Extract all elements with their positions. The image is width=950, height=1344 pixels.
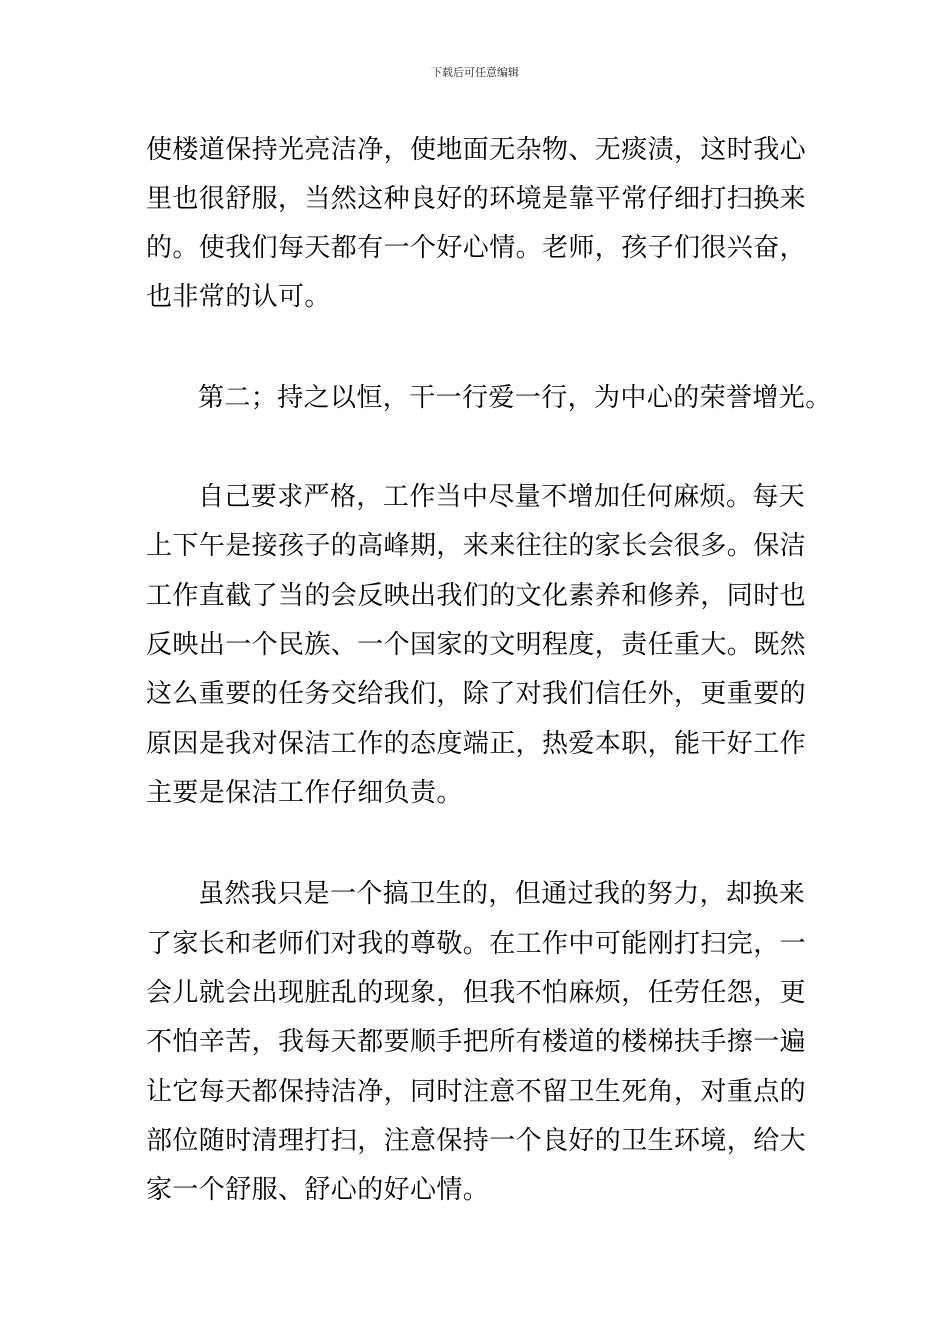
text-line: 的。使我们每天都有一个好心情。老师，孩子们很兴奋，	[146, 233, 807, 263]
text-line: 也非常的认可。	[146, 282, 331, 312]
text-line: 主要是保洁工作仔细负责。	[146, 778, 463, 808]
text-line: 自己要求严格，工作当中尽量不增加任何麻烦。每天	[198, 482, 806, 512]
text-line: 部位随时清理打扫，注意保持一个良好的卫生环境，给大	[146, 1126, 807, 1156]
page-header: 下载后可任意编辑	[431, 66, 519, 79]
text-line: 这么重要的任务交给我们，除了对我们信任外，更重要的	[146, 679, 807, 709]
text-line: 了家长和老师们对我的尊敬。在工作中可能刚打扫完，一	[146, 929, 807, 959]
text-line: 使楼道保持光亮洁净，使地面无杂物、无痰渍，这时我心	[146, 135, 807, 165]
text-line: 不怕辛苦，我每天都要顺手把所有楼道的楼梯扶手擦一遍	[146, 1027, 807, 1057]
text-line: 里也很舒服，当然这种良好的环境是靠平常仔细打扫换来	[146, 184, 807, 214]
text-line: 家一个舒服、舒心的好心情。	[146, 1175, 490, 1205]
text-line: 上下午是接孩子的高峰期，来来往往的家长会很多。保洁	[146, 531, 807, 561]
text-line: 原因是我对保洁工作的态度端正，热爱本职，能干好工作	[146, 729, 807, 759]
text-line: 虽然我只是一个搞卫生的，但通过我的努力，却换来	[198, 879, 806, 909]
text-line: 让它每天都保持洁净，同时注意不留卫生死角，对重点的	[146, 1077, 807, 1107]
text-line: 工作直截了当的会反映出我们的文化素养和修养，同时也	[146, 581, 807, 611]
section-heading: 第二；持之以恒，干一行爱一行，为中心的荣誉增光。	[198, 383, 832, 413]
text-line: 会儿就会出现脏乱的现象，但我不怕麻烦，任劳任怨，更	[146, 978, 807, 1008]
text-line: 反映出一个民族、一个国家的文明程度，责任重大。既然	[146, 630, 807, 660]
